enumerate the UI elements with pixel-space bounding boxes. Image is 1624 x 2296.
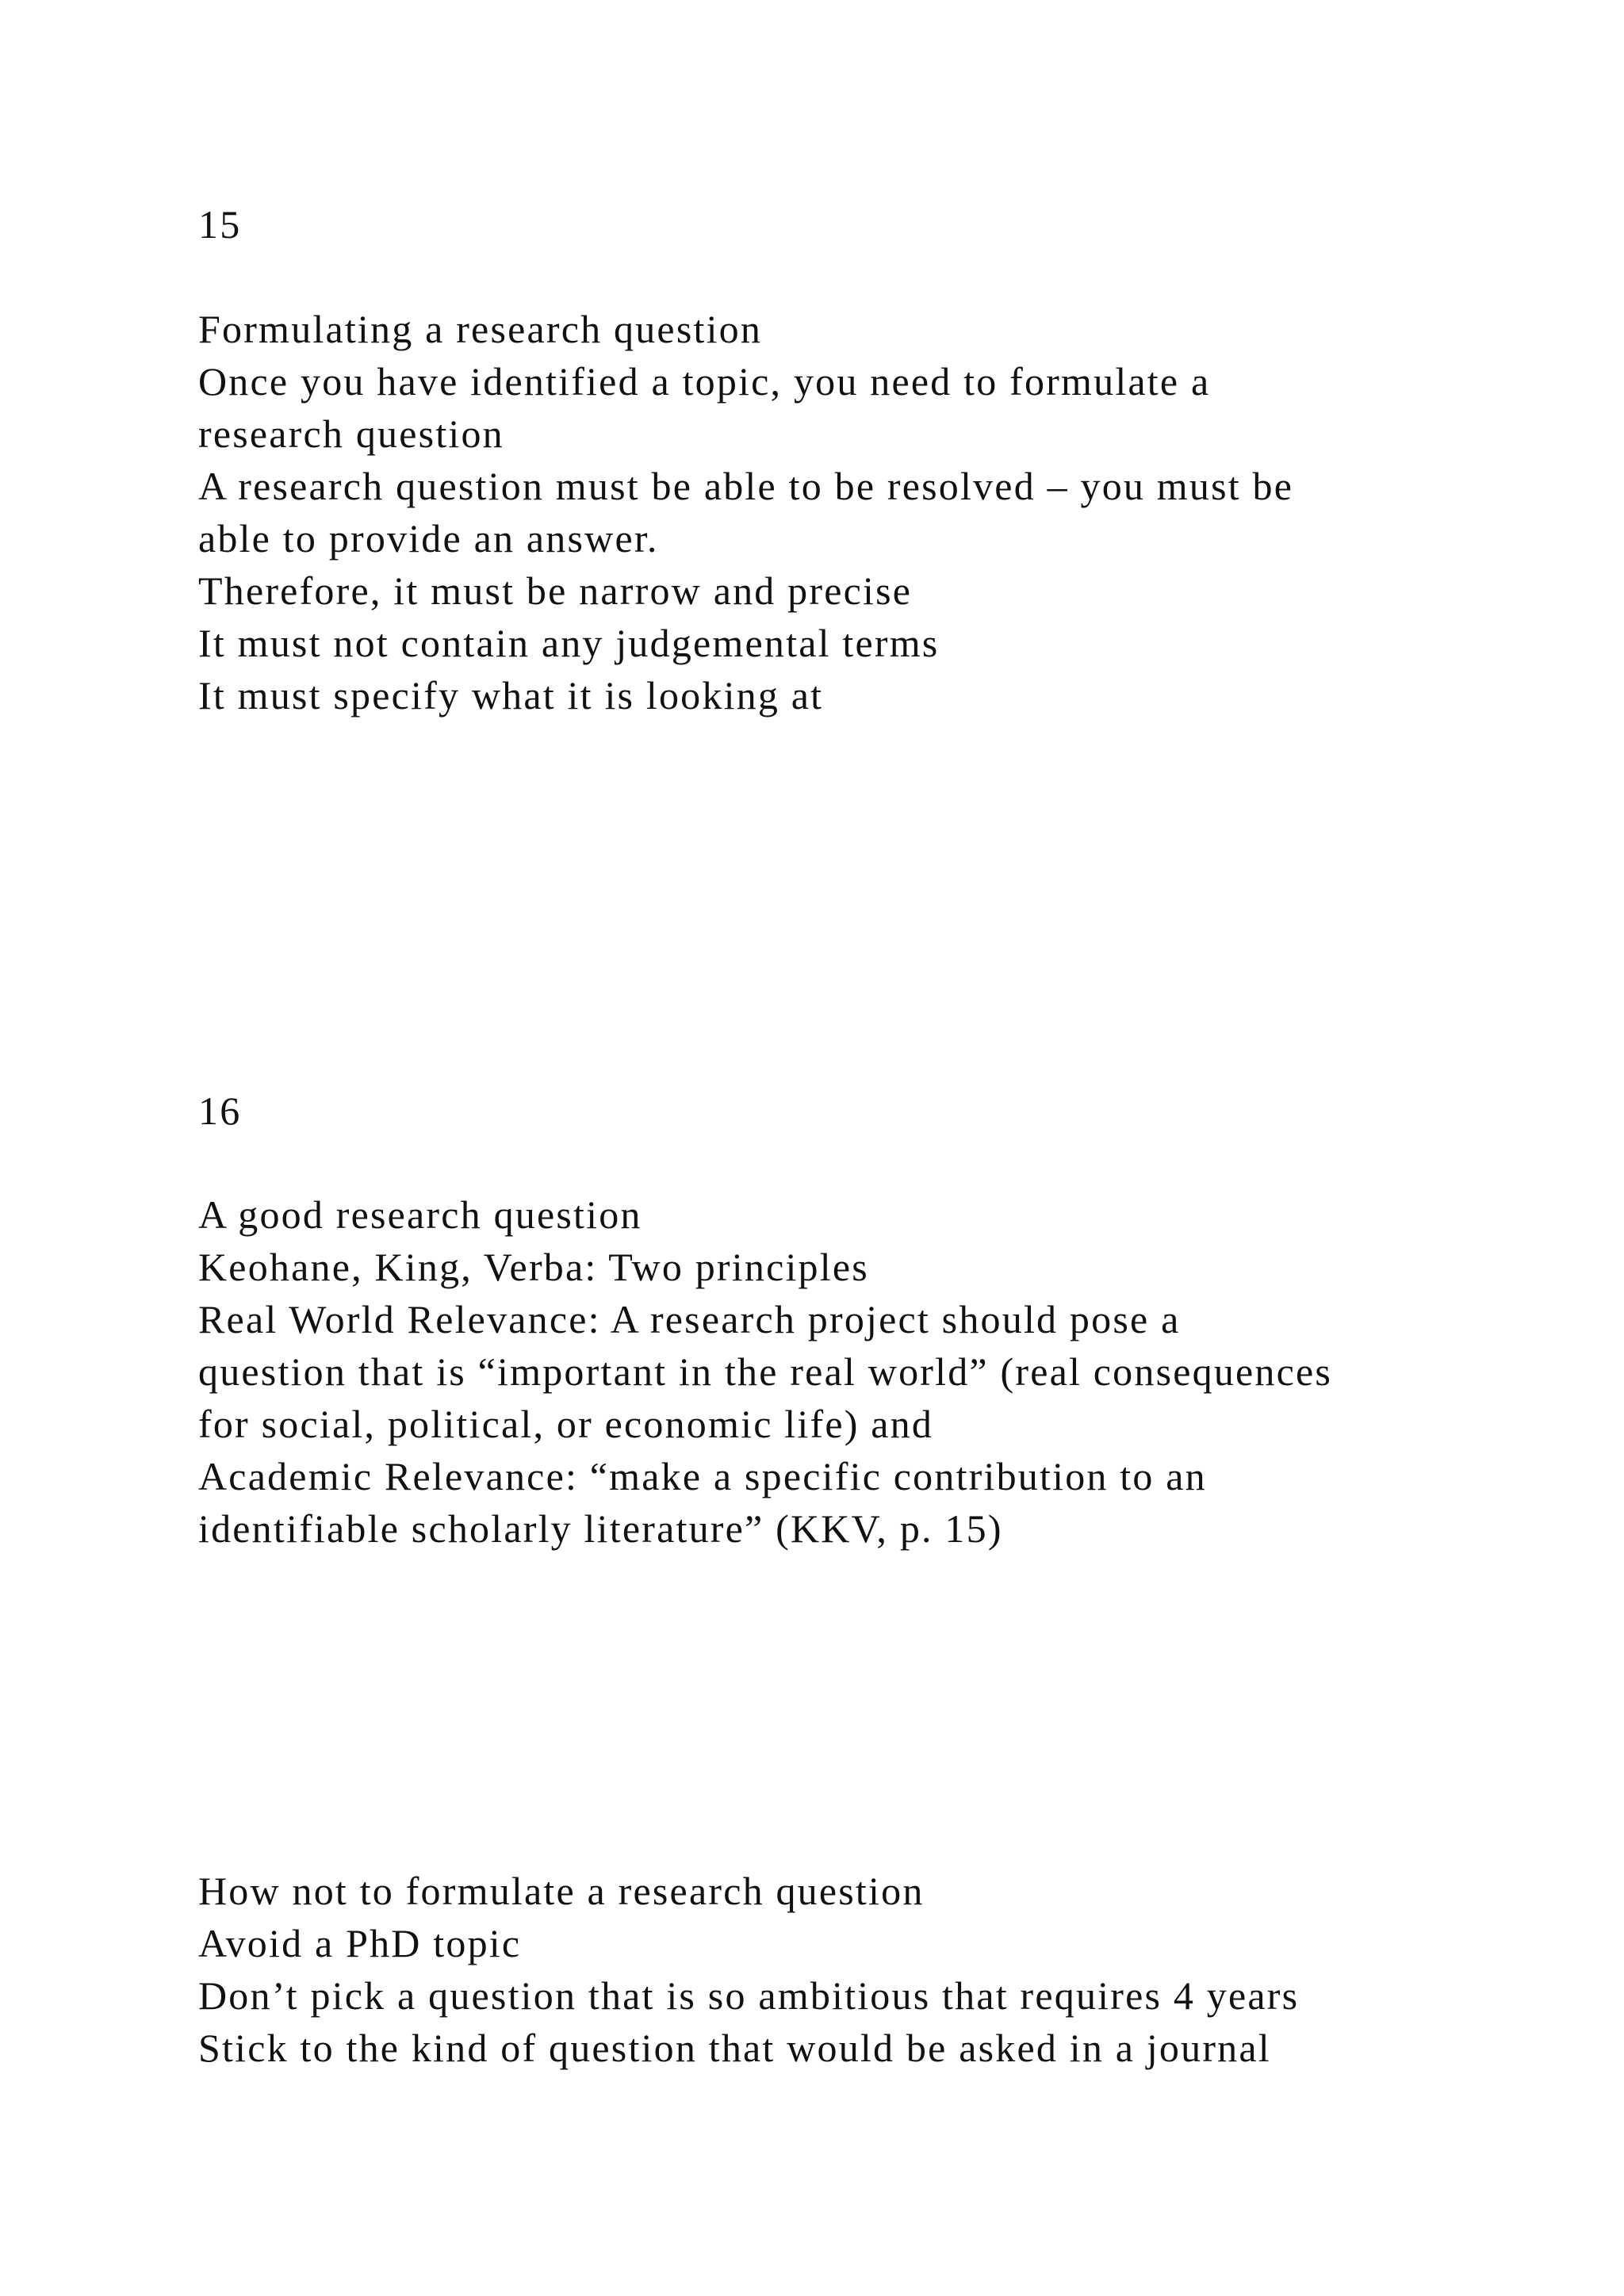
text-line: Real World Relevance: A research project should pose a (198, 1297, 1181, 1341)
text-line: Stick to the kind of question that would be asked in a journal (198, 2026, 1271, 2070)
text-line: Academic Relevance: “make a specific contribution to an (198, 1454, 1207, 1498)
text-line: Keohane, King, Verba: Two principles (198, 1245, 869, 1289)
text-line: Don’t pick a question that is so ambitious that requires 4 years (198, 1973, 1300, 2018)
text-line: identifiable scholarly literature” (KKV, p. 15) (198, 1506, 1003, 1551)
text-line: Once you have identified a topic, you need to formulate a (198, 359, 1211, 404)
text-line: Avoid a PhD topic (198, 1921, 522, 1965)
text-line: A research question must be able to be resolved – you must be (198, 464, 1294, 508)
section-heading-how-not: How not to formulate a research question (198, 1869, 925, 1913)
slide-number-16: 16 (198, 1089, 242, 1133)
text-line: It must specify what it is looking at (198, 673, 824, 718)
text-line: able to provide an answer. (198, 516, 659, 561)
text-line: It must not contain any judgemental terms (198, 621, 940, 665)
section-heading-good-question: A good research question (198, 1192, 642, 1237)
text-line: Therefore, it must be narrow and precise (198, 568, 913, 613)
text-line: for social, political, or economic life) and (198, 1402, 934, 1446)
text-line: research question (198, 411, 504, 456)
slide-number-15: 15 (198, 202, 242, 247)
section-heading-formulating: Formulating a research question (198, 307, 763, 351)
text-line: question that is “important in the real world” (real consequences (198, 1349, 1333, 1394)
